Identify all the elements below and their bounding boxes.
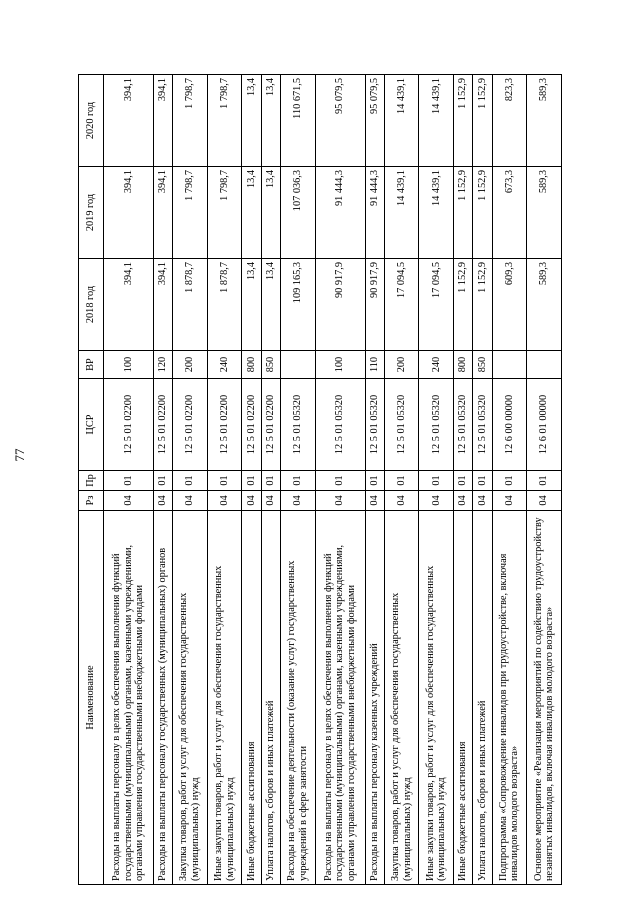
cell-2018: 109 165,3 [281, 259, 316, 351]
cell-2020: 95 079,5 [365, 75, 384, 167]
cell-2020: 13,4 [242, 75, 261, 167]
cell-2019: 14 439,1 [419, 167, 454, 259]
cell-2018: 1 878,7 [207, 259, 242, 351]
cell-vr [527, 351, 562, 379]
cell-2020: 14 439,1 [419, 75, 454, 167]
cell-rz: 04 [419, 491, 454, 511]
header-rz: Рз [79, 491, 104, 511]
cell-csr: 12 5 01 05320 [454, 379, 473, 471]
cell-name: Уплата налогов, сборов и иных платежей [261, 511, 280, 885]
cell-pr: 01 [492, 471, 527, 491]
cell-rz: 04 [261, 491, 280, 511]
cell-vr: 240 [207, 351, 242, 379]
header-csr: ЦСР [79, 379, 104, 471]
table-row [281, 75, 316, 885]
cell-name: Расходы на выплаты персоналу казенных учреждений [365, 511, 384, 885]
cell-2019: 673,3 [492, 167, 527, 259]
cell-vr: 120 [153, 351, 172, 379]
cell-2018: 394,1 [104, 259, 154, 351]
cell-rz: 04 [473, 491, 492, 511]
cell-pr: 01 [454, 471, 473, 491]
cell-2020: 1 152,9 [473, 75, 492, 167]
cell-pr: 01 [207, 471, 242, 491]
cell-2019: 1 152,9 [454, 167, 473, 259]
cell-name: Иные закупки товаров, работ и услуг для обеспечения государственных (муниципальных) нужд [419, 511, 454, 885]
cell-pr: 01 [153, 471, 172, 491]
cell-rz: 04 [153, 491, 172, 511]
cell-name: Расходы на выплаты персоналу в целях обеспечения выполнения функций государственными (муниципальными) органами, казенными учреждениями, органами управления государственными внебюджетными фондами [104, 511, 154, 885]
cell-2020: 823,3 [492, 75, 527, 167]
cell-2019: 394,1 [104, 167, 154, 259]
cell-vr: 110 [365, 351, 384, 379]
cell-csr: 12 5 01 02200 [104, 379, 154, 471]
cell-2019: 107 036,3 [281, 167, 316, 259]
cell-2020: 1 152,9 [454, 75, 473, 167]
cell-rz: 04 [207, 491, 242, 511]
cell-csr: 12 5 01 05320 [365, 379, 384, 471]
cell-vr: 100 [315, 351, 365, 379]
cell-pr: 01 [173, 471, 208, 491]
cell-vr [492, 351, 527, 379]
table-row [419, 75, 454, 885]
table-row [454, 75, 473, 885]
cell-name: Расходы на обеспечение деятельности (оказание услуг) государственных учреждений в сфере занятости [281, 511, 316, 885]
cell-2020: 394,1 [153, 75, 172, 167]
cell-2018: 589,3 [527, 259, 562, 351]
cell-2020: 14 439,1 [384, 75, 419, 167]
cell-csr: 12 5 01 05320 [419, 379, 454, 471]
table-row [242, 75, 261, 885]
cell-2018: 1 152,9 [454, 259, 473, 351]
table-row [315, 75, 365, 885]
cell-csr: 12 5 01 05320 [315, 379, 365, 471]
cell-2019: 91 444,3 [365, 167, 384, 259]
table-row [384, 75, 419, 885]
cell-2020: 589,3 [527, 75, 562, 167]
cell-csr: 12 5 01 02200 [153, 379, 172, 471]
cell-rz: 04 [454, 491, 473, 511]
table-row [365, 75, 384, 885]
cell-vr: 200 [384, 351, 419, 379]
table-row [261, 75, 280, 885]
cell-name: Основное мероприятие «Реализация мероприятий по содействию трудоустройству незанятых инвалидов, включая инвалидов молодого возраста» [527, 511, 562, 885]
cell-name: Иные бюджетные ассигнования [242, 511, 261, 885]
cell-csr: 12 5 01 02200 [207, 379, 242, 471]
cell-rz: 04 [242, 491, 261, 511]
header-vr: ВР [79, 351, 104, 379]
cell-2019: 394,1 [153, 167, 172, 259]
cell-2018: 394,1 [153, 259, 172, 351]
table-row [153, 75, 172, 885]
cell-2018: 1 878,7 [173, 259, 208, 351]
cell-name: Закупка товаров, работ и услуг для обеспечения государственных (муниципальных) нужд [173, 511, 208, 885]
cell-pr: 01 [261, 471, 280, 491]
cell-2019: 14 439,1 [384, 167, 419, 259]
cell-name: Подпрограмма «Сопровождение инвалидов при трудоустройстве, включая инвалидов молодого возраста» [492, 511, 527, 885]
cell-vr: 240 [419, 351, 454, 379]
cell-csr: 12 6 01 00000 [527, 379, 562, 471]
cell-name: Закупка товаров, работ и услуг для обеспечения государственных (муниципальных) нужд [384, 511, 419, 885]
rotated-table-container [78, 75, 562, 885]
cell-rz: 04 [281, 491, 316, 511]
cell-2018: 609,3 [492, 259, 527, 351]
cell-2020: 1 798,7 [173, 75, 208, 167]
cell-2020: 95 079,5 [315, 75, 365, 167]
header-pr: Пр [79, 471, 104, 491]
cell-2018: 17 094,5 [384, 259, 419, 351]
cell-rz: 04 [384, 491, 419, 511]
cell-2020: 394,1 [104, 75, 154, 167]
cell-csr: 12 5 01 05320 [281, 379, 316, 471]
cell-2018: 13,4 [242, 259, 261, 351]
cell-csr: 12 6 00 00000 [492, 379, 527, 471]
page-number: 77 [12, 448, 27, 462]
cell-name: Иные бюджетные ассигнования [454, 511, 473, 885]
cell-2019: 13,4 [261, 167, 280, 259]
cell-2019: 1 152,9 [473, 167, 492, 259]
cell-name: Расходы на выплаты персоналу государственных (муниципальных) органов [153, 511, 172, 885]
cell-pr: 01 [104, 471, 154, 491]
cell-rz: 04 [492, 491, 527, 511]
cell-name: Расходы на выплаты персоналу в целях обеспечения выполнения функций государственными (муниципальными) органами, казенными учреждениями, органами управления государственными внебюджетными фондами [315, 511, 365, 885]
cell-2019: 91 444,3 [315, 167, 365, 259]
cell-pr: 01 [473, 471, 492, 491]
cell-csr: 12 5 01 02200 [242, 379, 261, 471]
table-row [173, 75, 208, 885]
cell-pr: 01 [419, 471, 454, 491]
cell-2018: 90 917,9 [315, 259, 365, 351]
cell-2019: 13,4 [242, 167, 261, 259]
cell-rz: 04 [527, 491, 562, 511]
table-row [492, 75, 527, 885]
cell-vr: 850 [261, 351, 280, 379]
cell-2018: 13,4 [261, 259, 280, 351]
cell-vr [281, 351, 316, 379]
cell-2019: 1 798,7 [173, 167, 208, 259]
cell-pr: 01 [281, 471, 316, 491]
header-name: Наименование [79, 511, 104, 885]
cell-pr: 01 [384, 471, 419, 491]
cell-2019: 1 798,7 [207, 167, 242, 259]
cell-2018: 17 094,5 [419, 259, 454, 351]
cell-csr: 12 5 01 05320 [473, 379, 492, 471]
cell-csr: 12 5 01 02200 [173, 379, 208, 471]
cell-2018: 1 152,9 [473, 259, 492, 351]
cell-vr: 850 [473, 351, 492, 379]
cell-pr: 01 [527, 471, 562, 491]
cell-name: Уплата налогов, сборов и иных платежей [473, 511, 492, 885]
header-2020: 2020 год [79, 75, 104, 167]
cell-vr: 800 [454, 351, 473, 379]
cell-name: Иные закупки товаров, работ и услуг для обеспечения государственных (муниципальных) нужд [207, 511, 242, 885]
cell-vr: 100 [104, 351, 154, 379]
budget-table [78, 74, 562, 885]
cell-rz: 04 [173, 491, 208, 511]
cell-pr: 01 [365, 471, 384, 491]
cell-pr: 01 [315, 471, 365, 491]
table-row [473, 75, 492, 885]
cell-2018: 90 917,9 [365, 259, 384, 351]
table-row [527, 75, 562, 885]
cell-vr: 800 [242, 351, 261, 379]
cell-vr: 200 [173, 351, 208, 379]
header-2019: 2019 год [79, 167, 104, 259]
cell-2020: 13,4 [261, 75, 280, 167]
cell-rz: 04 [365, 491, 384, 511]
cell-rz: 04 [315, 491, 365, 511]
table-row [104, 75, 154, 885]
table-row [207, 75, 242, 885]
table-header-row [79, 75, 104, 885]
cell-rz: 04 [104, 491, 154, 511]
cell-csr: 12 5 01 05320 [384, 379, 419, 471]
cell-2020: 1 798,7 [207, 75, 242, 167]
cell-2019: 589,3 [527, 167, 562, 259]
cell-2020: 110 671,5 [281, 75, 316, 167]
header-2018: 2018 год [79, 259, 104, 351]
cell-pr: 01 [242, 471, 261, 491]
cell-csr: 12 5 01 02200 [261, 379, 280, 471]
